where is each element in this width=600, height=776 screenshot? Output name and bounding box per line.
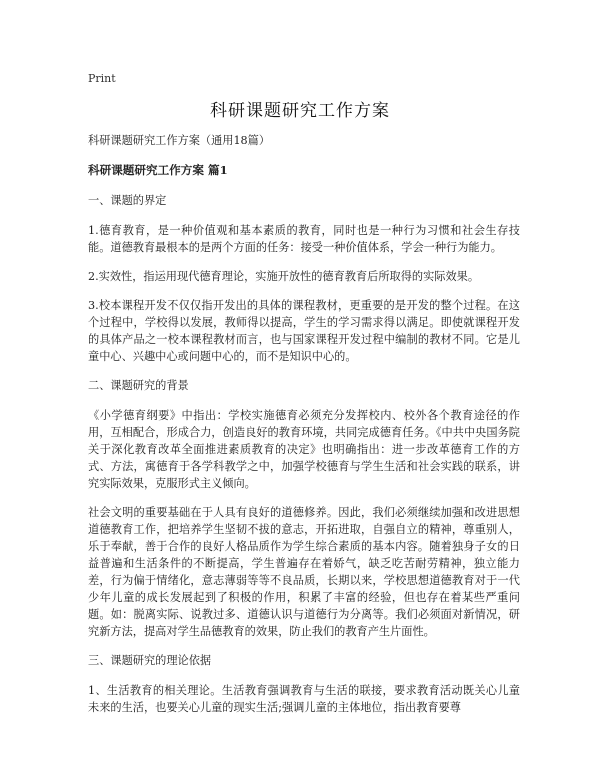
document-body bbox=[88, 132, 520, 728]
paragraph: 社会文明的重要基础在于人具有良好的道德修养。因此，我们必须继续加强和改进思想道德教育工作，把培养学生坚韧不拔的意志，开拓进取，自强自立的精神，尊重别人，乐于奉献，善于合作的良好人格品质作为学生综合素质的基本内容。随着独身子女的日益普遍和生活条件的不断提高，学生普遍存在着娇气，缺乏吃苦耐劳精神，独立能力差，行为偏于情绪化，意志薄弱等等不良品质，长期以来，学校思想道德教育对于一代少年儿童的成长发展起到了积极的作用，积累了丰富的经验，但也存在着某些严重问题。如：脱离实际、说教过多、道德认识与道德行为分离等。我们必须面对新情况，研究新方法，提高对学生品德教育的效果，防止我们的教育产生片面性。 bbox=[88, 506, 520, 638]
paragraph: 1、生活教育的相关理论。生活教育强调教育与生活的联接，要求教育活动既关心儿童未来的生活，也要关心儿童的现实生活;强调儿童的主体地位，指出教育要尊 bbox=[88, 684, 520, 714]
paragraph: 《小学德育纲要》中指出：学校实施德育必须充分发挥校内、校外各个教育途径的作用，互相配合，形成合力，创造良好的教育环境，共同完成德育任务。《中共中央国务院关于深化教育改革全面推进素质教育的决定》也明确指出：进一步改革德育工作的方式、方法，寓德育于各学科教学之中，加强学校德育与学生生活和社会实践的联系，讲究实际效果，克服形式主义倾向。 bbox=[88, 409, 520, 490]
article-heading: 科研课题研究工作方案 篇1 bbox=[88, 163, 228, 177]
paragraph: 2.实效性，指运用现代德育理论，实施开放性的德育教育后所取得的实际效果。 bbox=[88, 270, 480, 283]
paragraph: 3.校本课程开发不仅仅指开发出的具体的课程教材，更重要的是开发的整个过程。在这个过程中，学校得以发展，教师得以提高，学生的学习需求得以满足。即使就课程开发的具体产品之一校本课程教材而言，也与国家课程开发过程中编制的教材不同。它是儿童中心、兴趣中心或问题中心的，而不是知识中心的。 bbox=[88, 299, 520, 363]
document-subtitle: 科研课题研究工作方案（通用18篇） bbox=[88, 134, 271, 147]
section-heading: 一、课题的界定 bbox=[88, 194, 167, 207]
document-title: 科研课题研究工作方案 bbox=[210, 101, 390, 121]
print-link[interactable]: Print bbox=[88, 72, 116, 85]
section-heading: 三、课题研究的理论依据 bbox=[88, 654, 212, 667]
section-heading: 二、课题研究的背景 bbox=[88, 379, 189, 392]
paragraph: 1.德育教育，是一种价值观和基本素质的教育，同时也是一种行为习惯和社会生存技能。道德教育最根本的是两个方面的任务：接受一种价值体系，学会一种行为能力。 bbox=[88, 224, 520, 254]
